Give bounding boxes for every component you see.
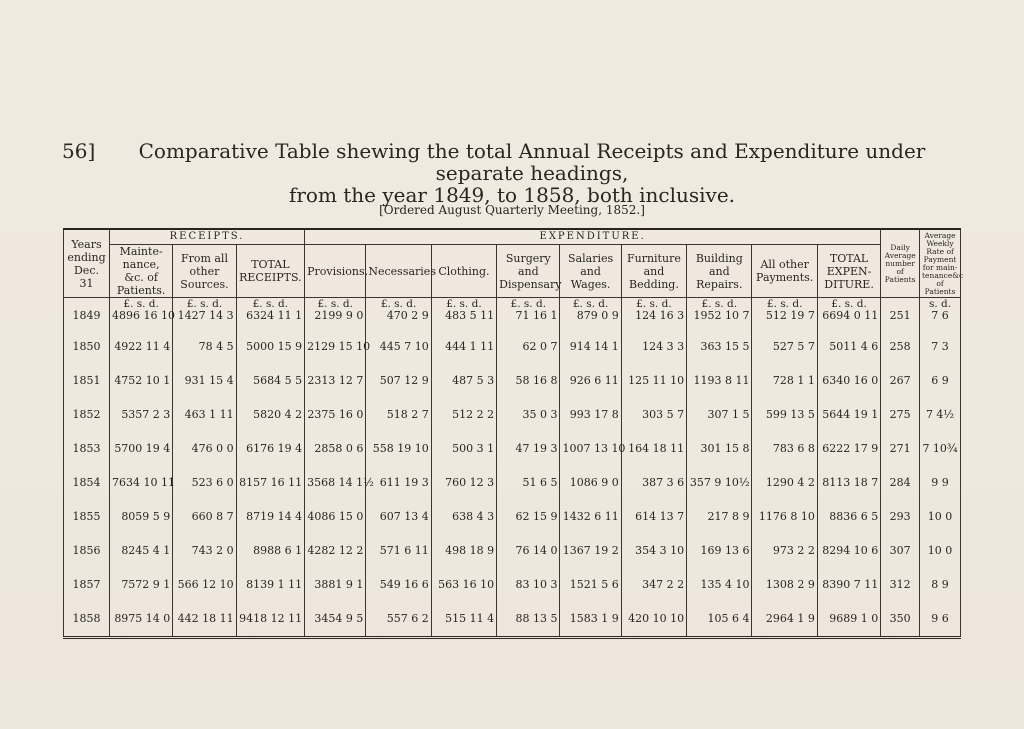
cell-sal: 926 6 11 xyxy=(560,364,621,398)
header-total-receipts: TOTAL RECEIPTS. xyxy=(236,245,304,298)
cell-sal: 1432 6 11 xyxy=(560,500,621,534)
cell-daily: 293 xyxy=(881,500,920,534)
table-row xyxy=(64,466,961,500)
header-other-payments: All other Payments. xyxy=(752,245,817,298)
cell-allo: 2964 1 9 xyxy=(752,602,817,638)
cell-cloth: 760 12 3 xyxy=(431,466,496,500)
cell-other: 931 15 4 xyxy=(173,364,236,398)
cell-maint: 8059 5 9 xyxy=(109,500,172,534)
cell-year: 1858 xyxy=(64,602,110,638)
cell-year: 1852 xyxy=(64,398,110,432)
cell-year: 1857 xyxy=(64,568,110,602)
cell-sal: 1086 9 0 xyxy=(560,466,621,500)
cell-weekly: 7 3 xyxy=(920,330,961,364)
cell-other: 78 4 5 xyxy=(173,330,236,364)
unit-label: £. s. d. xyxy=(236,298,304,311)
cell-build: 1952 10 7 xyxy=(687,310,752,330)
cell-surg: 62 15 9 xyxy=(497,500,560,534)
cell-other: 442 18 11 xyxy=(173,602,236,638)
cell-furn: 614 13 7 xyxy=(621,500,686,534)
meeting-note: [Ordered August Quarterly Meeting, 1852.] xyxy=(379,203,645,217)
header-salaries: Salaries and Wages. xyxy=(560,245,621,298)
cell-surg: 35 0 3 xyxy=(497,398,560,432)
cell-allo: 1290 4 2 xyxy=(752,466,817,500)
cell-prov: 3568 14 1½ xyxy=(305,466,366,500)
page-number: 56] xyxy=(62,139,96,163)
cell-other: 566 12 10 xyxy=(173,568,236,602)
cell-total: 5000 15 9 xyxy=(236,330,304,364)
cell-surg: 47 19 3 xyxy=(497,432,560,466)
title-line-1: Comparative Table shewing the total Annual Receipts and Expenditure under separate headings, xyxy=(138,139,926,185)
cell-prov: 4282 12 2 xyxy=(305,534,366,568)
cell-furn: 354 3 10 xyxy=(621,534,686,568)
cell-allo: 1308 2 9 xyxy=(752,568,817,602)
cell-total: 8719 14 4 xyxy=(236,500,304,534)
cell-cloth: 483 5 11 xyxy=(431,310,496,330)
unit-label: £. s. d. xyxy=(497,298,560,311)
cell-sal: 1367 19 2 xyxy=(560,534,621,568)
cell-build: 169 13 6 xyxy=(687,534,752,568)
cell-build: 301 15 8 xyxy=(687,432,752,466)
cell-texp: 6694 0 11 xyxy=(817,310,880,330)
cell-surg: 88 13 5 xyxy=(497,602,560,638)
table-row xyxy=(64,330,961,364)
cell-prov: 3881 9 1 xyxy=(305,568,366,602)
cell-nec: 571 6 11 xyxy=(366,534,431,568)
cell-texp: 8836 6 5 xyxy=(817,500,880,534)
cell-allo: 1176 8 10 xyxy=(752,500,817,534)
cell-surg: 51 6 5 xyxy=(497,466,560,500)
cell-furn: 420 10 10 xyxy=(621,602,686,638)
cell-build: 217 8 9 xyxy=(687,500,752,534)
unit-label: s. d. xyxy=(920,298,961,311)
cell-nec: 518 2 7 xyxy=(366,398,431,432)
cell-build: 135 4 10 xyxy=(687,568,752,602)
cell-daily: 312 xyxy=(881,568,920,602)
cell-year: 1853 xyxy=(64,432,110,466)
table-row xyxy=(64,500,961,534)
cell-maint: 8245 4 1 xyxy=(109,534,172,568)
cell-prov: 2313 12 7 xyxy=(305,364,366,398)
cell-other: 463 1 11 xyxy=(173,398,236,432)
cell-texp: 6222 17 9 xyxy=(817,432,880,466)
cell-daily: 251 xyxy=(881,310,920,330)
unit-label: £. s. d. xyxy=(621,298,686,311)
cell-weekly: 10 0 xyxy=(920,500,961,534)
cell-sal: 1583 1 9 xyxy=(560,602,621,638)
cell-nec: 558 19 10 xyxy=(366,432,431,466)
header-furniture: Furniture and Bedding. xyxy=(621,245,686,298)
cell-daily: 271 xyxy=(881,432,920,466)
cell-prov: 2129 15 10 xyxy=(305,330,366,364)
cell-nec: 557 6 2 xyxy=(366,602,431,638)
cell-total: 6324 11 1 xyxy=(236,310,304,330)
cell-weekly: 7 10¾ xyxy=(920,432,961,466)
header-necessaries: Necessaries xyxy=(366,245,431,298)
cell-year: 1851 xyxy=(64,364,110,398)
table-row xyxy=(64,432,961,466)
cell-texp: 5644 19 1 xyxy=(817,398,880,432)
header-years: Years ending Dec. 31 xyxy=(64,229,110,298)
cell-other: 743 2 0 xyxy=(173,534,236,568)
cell-build: 1193 8 11 xyxy=(687,364,752,398)
table-row xyxy=(64,364,961,398)
header-building: Building and Repairs. xyxy=(687,245,752,298)
cell-total: 8157 16 11 xyxy=(236,466,304,500)
cell-total: 9418 12 11 xyxy=(236,602,304,638)
cell-nec: 607 13 4 xyxy=(366,500,431,534)
cell-daily: 284 xyxy=(881,466,920,500)
cell-texp: 6340 16 0 xyxy=(817,364,880,398)
cell-build: 307 1 5 xyxy=(687,398,752,432)
cell-sal: 914 14 1 xyxy=(560,330,621,364)
cell-cloth: 444 1 11 xyxy=(431,330,496,364)
cell-allo: 599 13 5 xyxy=(752,398,817,432)
cell-sal: 879 0 9 xyxy=(560,310,621,330)
page-title xyxy=(62,140,962,206)
cell-weekly: 9 9 xyxy=(920,466,961,500)
cell-daily: 275 xyxy=(881,398,920,432)
unit-label: £. s. d. xyxy=(366,298,431,311)
cell-total: 6176 19 4 xyxy=(236,432,304,466)
cell-prov: 2375 16 0 xyxy=(305,398,366,432)
cell-texp: 9689 1 0 xyxy=(817,602,880,638)
cell-weekly: 7 4½ xyxy=(920,398,961,432)
cell-maint: 4752 10 1 xyxy=(109,364,172,398)
cell-texp: 8294 10 6 xyxy=(817,534,880,568)
cell-cloth: 638 4 3 xyxy=(431,500,496,534)
cell-sal: 1521 5 6 xyxy=(560,568,621,602)
cell-allo: 783 6 8 xyxy=(752,432,817,466)
cell-texp: 5011 4 6 xyxy=(817,330,880,364)
cell-year: 1849 xyxy=(64,310,110,330)
cell-nec: 549 16 6 xyxy=(366,568,431,602)
cell-prov: 4086 15 0 xyxy=(305,500,366,534)
cell-year: 1850 xyxy=(64,330,110,364)
cell-other: 1427 14 3 xyxy=(173,310,236,330)
cell-weekly: 8 9 xyxy=(920,568,961,602)
cell-build: 357 9 10½ xyxy=(687,466,752,500)
cell-weekly: 9 6 xyxy=(920,602,961,638)
header-provisions: Provisions. xyxy=(305,245,366,298)
group-receipts: RECEIPTS. xyxy=(109,229,304,245)
header-weekly-rate: Average Weekly Rate of Payment for main- tenance&c of Patients xyxy=(920,229,961,298)
unit-label: £. s. d. xyxy=(431,298,496,311)
cell-surg: 62 0 7 xyxy=(497,330,560,364)
cell-other: 660 8 7 xyxy=(173,500,236,534)
cell-surg: 83 10 3 xyxy=(497,568,560,602)
cell-nec: 470 2 9 xyxy=(366,310,431,330)
cell-texp: 8390 7 11 xyxy=(817,568,880,602)
cell-year: 1855 xyxy=(64,500,110,534)
unit-label: £. s. d. xyxy=(560,298,621,311)
cell-maint: 5357 2 3 xyxy=(109,398,172,432)
cell-surg: 76 14 0 xyxy=(497,534,560,568)
cell-weekly: 7 6 xyxy=(920,310,961,330)
cell-total: 8988 6 1 xyxy=(236,534,304,568)
cell-cloth: 563 16 10 xyxy=(431,568,496,602)
cell-maint: 4896 16 10 xyxy=(109,310,172,330)
cell-sal: 1007 13 10 xyxy=(560,432,621,466)
cell-cloth: 500 3 1 xyxy=(431,432,496,466)
cell-allo: 512 19 7 xyxy=(752,310,817,330)
unit-label: £. s. d. xyxy=(817,298,880,311)
cell-prov: 2199 9 0 xyxy=(305,310,366,330)
cell-sal: 993 17 8 xyxy=(560,398,621,432)
table-row xyxy=(64,310,961,330)
cell-furn: 387 3 6 xyxy=(621,466,686,500)
cell-total: 5684 5 5 xyxy=(236,364,304,398)
unit-label: £. s. d. xyxy=(687,298,752,311)
unit-label: £. s. d. xyxy=(173,298,236,311)
cell-furn: 164 18 11 xyxy=(621,432,686,466)
cell-daily: 350 xyxy=(881,602,920,638)
group-expenditure: EXPENDITURE. xyxy=(305,229,881,245)
cell-allo: 728 1 1 xyxy=(752,364,817,398)
cell-cloth: 512 2 2 xyxy=(431,398,496,432)
cell-maint: 7634 10 11 xyxy=(109,466,172,500)
cell-cloth: 515 11 4 xyxy=(431,602,496,638)
cell-prov: 2858 0 6 xyxy=(305,432,366,466)
header-clothing: Clothing. xyxy=(431,245,496,298)
cell-build: 105 6 4 xyxy=(687,602,752,638)
cell-daily: 258 xyxy=(881,330,920,364)
cell-surg: 58 16 8 xyxy=(497,364,560,398)
cell-furn: 125 11 10 xyxy=(621,364,686,398)
cell-maint: 5700 19 4 xyxy=(109,432,172,466)
cell-furn: 124 16 3 xyxy=(621,310,686,330)
cell-other: 476 0 0 xyxy=(173,432,236,466)
table-row xyxy=(64,568,961,602)
cell-maint: 7572 9 1 xyxy=(109,568,172,602)
cell-surg: 71 16 1 xyxy=(497,310,560,330)
header-total-expenditure: TOTAL EXPEN- DITURE. xyxy=(817,245,880,298)
cell-cloth: 498 18 9 xyxy=(431,534,496,568)
cell-allo: 527 5 7 xyxy=(752,330,817,364)
cell-nec: 611 19 3 xyxy=(366,466,431,500)
cell-year: 1854 xyxy=(64,466,110,500)
cell-cloth: 487 5 3 xyxy=(431,364,496,398)
cell-total: 5820 4 2 xyxy=(236,398,304,432)
cell-other: 523 6 0 xyxy=(173,466,236,500)
cell-maint: 8975 14 0 xyxy=(109,602,172,638)
cell-weekly: 6 9 xyxy=(920,364,961,398)
cell-texp: 8113 18 7 xyxy=(817,466,880,500)
header-maintenance: Mainte- nance, &c. of Patients. xyxy=(109,245,172,298)
cell-furn: 347 2 2 xyxy=(621,568,686,602)
header-surgery: Surgery and Dispensary xyxy=(497,245,560,298)
title-line-2: from the year 1849, to 1858, both inclusive. xyxy=(288,183,736,207)
cell-weekly: 10 0 xyxy=(920,534,961,568)
table-row xyxy=(64,534,961,568)
unit-label: £. s. d. xyxy=(752,298,817,311)
cell-furn: 124 3 3 xyxy=(621,330,686,364)
cell-total: 8139 1 11 xyxy=(236,568,304,602)
unit-label: £. s. d. xyxy=(109,298,172,311)
cell-nec: 445 7 10 xyxy=(366,330,431,364)
unit-label: £. s. d. xyxy=(305,298,366,311)
cell-build: 363 15 5 xyxy=(687,330,752,364)
cell-allo: 973 2 2 xyxy=(752,534,817,568)
receipts-expenditure-table xyxy=(63,228,964,639)
table-row xyxy=(64,398,961,432)
header-daily-average: Daily Average number of Patients xyxy=(881,229,920,298)
cell-nec: 507 12 9 xyxy=(366,364,431,398)
table-row xyxy=(64,602,961,638)
header-other-sources: From all other Sources. xyxy=(173,245,236,298)
cell-year: 1856 xyxy=(64,534,110,568)
cell-furn: 303 5 7 xyxy=(621,398,686,432)
cell-prov: 3454 9 5 xyxy=(305,602,366,638)
cell-maint: 4922 11 4 xyxy=(109,330,172,364)
cell-daily: 307 xyxy=(881,534,920,568)
cell-daily: 267 xyxy=(881,364,920,398)
